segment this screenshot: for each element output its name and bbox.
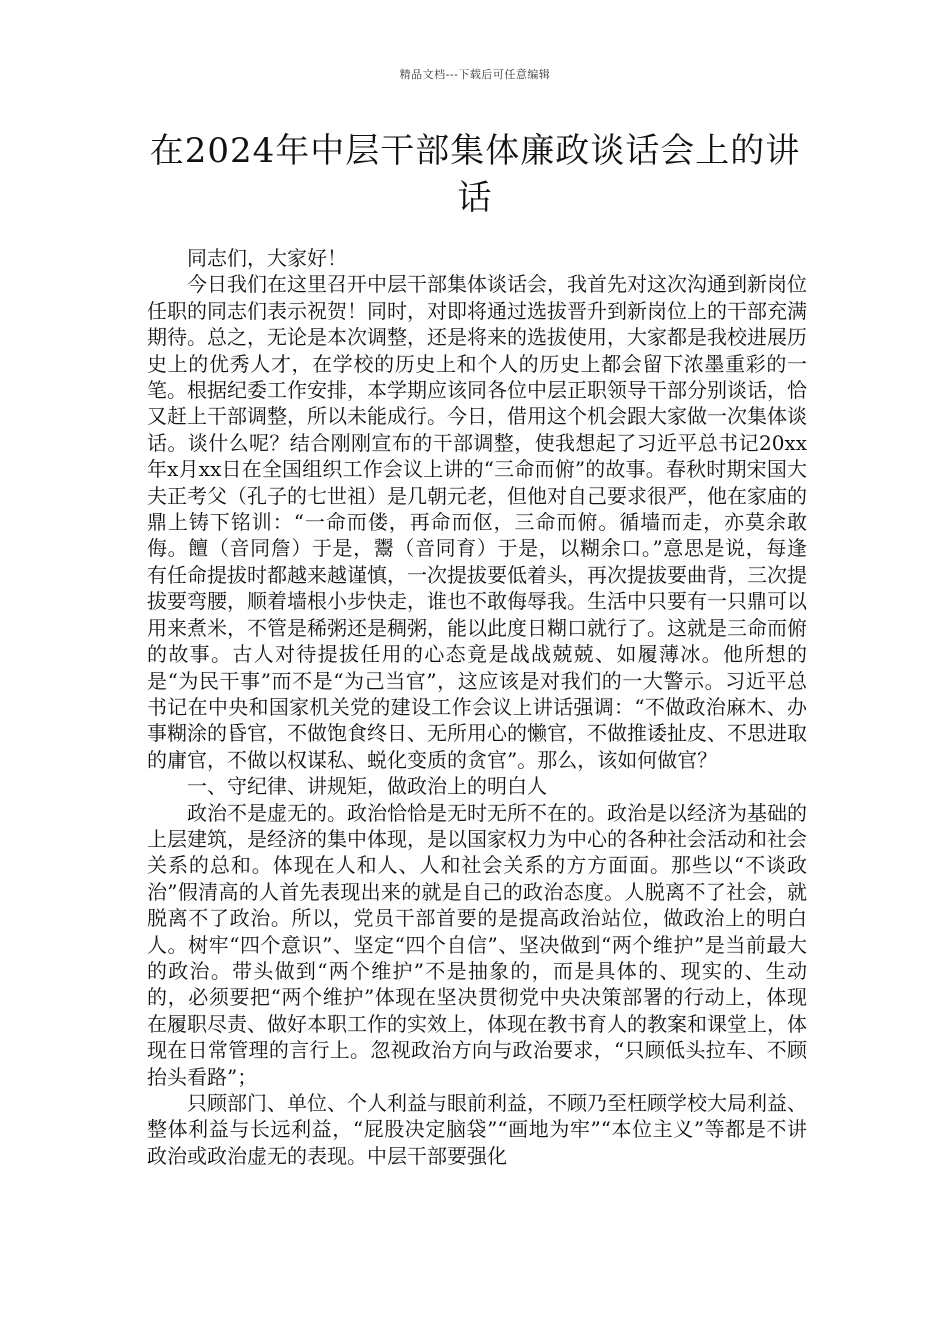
header-note: 精品文档---下载后可任意编辑 [399,68,551,81]
section-heading: 一、守纪律、讲规矩，做政治上的明白人 [187,774,547,799]
greeting-paragraph: 同志们，大家好！ [187,246,347,270]
document-title: 在2024年中层干部集体廉政谈话会上的讲话 [149,131,801,218]
body-paragraph: 今日我们在这里召开中层干部集体谈话会，我首先对这次沟通到新岗位任职的同志们表示祝贺！同时，对即将通过选拔晋升到新岗位上的干部充满期待。总之，无论是本次调整，还是将来的选拔使用，大家都是我校进展历史上的优秀人才，在学校的历史上和个人的历史上都会留下浓墨重彩的一笔。根据纪委工作安排，本学期应该同各位中层正职领导干部分别谈话，恰又赶上干部调整，所以未能成行。今日，借用这个机会跟大家做一次集体谈话。谈什么呢？结合刚刚宣布的干部调整，使我想起了习近平总书记20xx年x月xx日在全国组织工作会议上讲的“三命而俯”的故事。春秋时期宋国大夫正考父（孔子的七世祖）是几朝元老，但他对自己要求很严，他在家庙的鼎上铸下铭训：“一命而偻，再命而伛，三命而俯。循墙而走，亦莫余敢侮。饘（音同詹）于是，鬻（音同育）于是，以糊余口。”意思是说，每逢有任命提拔时都越来越谨慎，一次提拔要低着头，再次提拔要曲背，三次提拔要弯腰，顺着墙根小步快走，谁也不敢侮辱我。生活中只要有一只鼎可以用来煮米，不管是稀粥还是稠粥，能以此度日糊口就行了。这就是三命而俯的故事。古人对待提拔任用的心态竟是战战兢兢、如履薄冰。他所想的是“为民干事”而不是“为己当官”，这应该是对我们的一大警示。习近平总书记在中央和国家机关党的建设工作会议上讲话强调：“不做政治麻木、办事糊涂的昏官，不做饱食终日、无所用心的懒官，不做推诿扯皮、不思进取的庸官，不做以权谋私、蜕化变质的贪官”。那么，该如何做官？ [147,272,807,772]
body-paragraph: 政治不是虚无的。政治恰恰是无时无所不在的。政治是以经济为基础的上层建筑，是经济的集中体现，是以国家权力为中心的各种社会活动和社会关系的总和。体现在人和人、人和社会关系的方方面面。那些以“不谈政治”假清高的人首先表现出来的就是自己的政治态度。人脱离不了社会，就脱离不了政治。所以，党员干部首要的是提高政治站位，做政治上的明白人。树牢“四个意识”、坚定“四个自信”、坚决做到“两个维护”是当前最大的政治。带头做到“两个维护”不是抽象的，而是具体的、现实的、生动的，必须要把“两个维护”体现在坚决贯彻党中央决策部署的行动上，体现在履职尽责、做好本职工作的实效上，体现在教书育人的教案和课堂上，体现在日常管理的言行上。忽视政治方向与政治要求，“只顾低头拉车、不顾抬头看路”； [147,800,807,1089]
document-body [147,245,807,1169]
body-paragraph: 只顾部门、单位、个人利益与眼前利益，不顾乃至枉顾学校大局利益、整体利益与长远利益，“屁股决定脑袋”“画地为牢”“本位主义”等都是不讲政治或政治虚无的表现。中层干部要强化 [147,1091,807,1168]
